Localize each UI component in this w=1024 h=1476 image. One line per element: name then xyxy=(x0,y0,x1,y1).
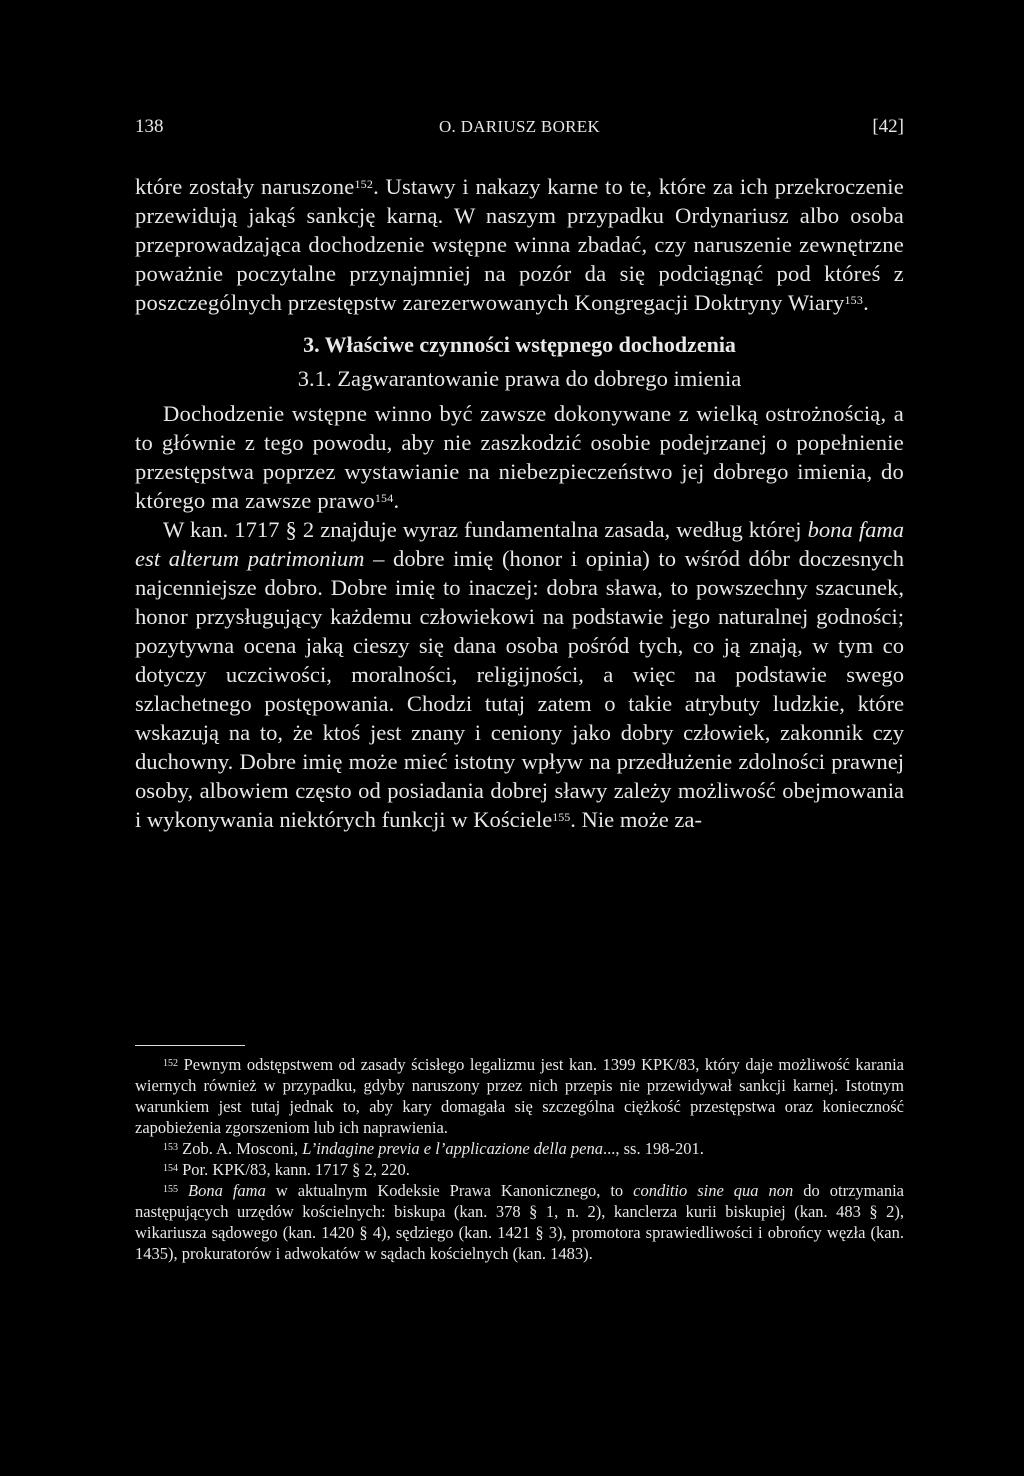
footnote: $^{155}$ Bona fama w aktualnym Kodeksie Prawa Kanonicznego, to conditio sine qua non do otrzymania następujących urzędów kościelnych: biskupa (kan. 378 § 1, n. 2), kanclerza kurii biskupiej (kan. 483 § 2), wikariusza sądowego (kan. 1420 § 4), sędziego (kan. 1421 § 3), promotora sprawiedliwości i obrońcy węzła (kan. 1435), prokuratorów i adwokatów w sądach kościelnych (kan. 1483). xyxy=(135,1181,905,1263)
footnote: $^{153}$ Zob. A. Mosconi, L’indagine previa e l’applicazione della pena..., ss. 198-201. xyxy=(163,1139,704,1158)
footnotes xyxy=(135,1054,904,1264)
main-text xyxy=(135,172,904,834)
footnote: $^{154}$ Por. KPK/83, kann. 1717 § 2, 220. xyxy=(163,1160,410,1179)
paragraph: które zostały naruszone$^{152}$. Ustawy i nakazy karne to te, które za ich przekroczenie przewidują jakąś sankcję karną. W naszym przypadku Ordynariusz albo osoba przeprowadzająca dochodzenie wstępne winna zbadać, czy naruszenie zewnętrzne poważnie poczytalne przynajmniej na pozór da się podciągnąć pod któreś z poszczególnych przestępstw zarezerwowanych Kongregacji Doktryny Wiary$^{153}$. xyxy=(135,174,905,315)
paragraph: W kan. 1717 § 2 znajduje wyraz fundamentalna zasada, według której bona fama est alterum patrimonium – dobre imię (honor i opinia) to wśród dóbr doczesnych najcenniejsze dobro. Dobre imię to inaczej: dobra sława, to powszechny szacunek, honor przysługujący każdemu człowiekowi na podstawie jego naturalnej godności; pozytywna ocena jaką cieszy się dana osoba pośród tych, co ją znają, w tym co dotyczy uczciwości, moralności, religijności, a więc na podstawie swego szlachetnego postępowania. Chodzi tutaj zatem o takie atrybuty ludzkie, które wskazują na to, że ktoś jest znany i ceniony jako dobry człowiek, zakonnik czy duchowny. Dobre imię może mieć istotny wpływ na przedłużenie zdolności prawnej osoby, albowiem często od posiadania dobrej sławy zależy możliwość obejmowania i wykonywania niektórych funkcji w Kościele$^{155}$. Nie może za- xyxy=(135,517,905,832)
subsection-heading: 3.1. Zagwarantowanie prawa do dobrego imienia xyxy=(297,366,742,391)
running-header-author: O. DARIUSZ BOREK xyxy=(438,117,601,136)
section-heading: 3. Właściwe czynności wstępnego dochodzenia xyxy=(303,332,736,357)
latin-maxim: bona fama est alterum patrimonium xyxy=(135,517,905,571)
paragraph: Dochodzenie wstępne winno być zawsze dokonywane z wielką ostrożnością, a to głównie z tego powodu, aby nie zaszkodzić osobie podejrzanej o popełnienie przestępstwa poprzez wystawianie na niebezpieczeństwo jej dobrego imienia, do którego ma zawsze prawo$^{154}$. xyxy=(135,401,904,513)
footnote-separator xyxy=(135,1045,245,1046)
footnote-ref: 152 xyxy=(354,177,374,191)
page-number: 138 xyxy=(135,116,164,137)
footnote-ref: 153 xyxy=(844,293,864,307)
running-header xyxy=(135,116,904,146)
footnote: $^{152}$ Pewnym odstępstwem od zasady ścisłego legalizmu jest kan. 1399 KPK/83, który daje możliwość karania wiernych również w przypadku, gdyby naruszony przez nich przepis nie przewidywał sankcji karnej. Istotnym warunkiem jest tutaj jednak to, aby kary domagała się szczególna ciężkość przestępstwa oraz konieczność zapobieżenia zgorszeniom lub ich naprawienia. xyxy=(135,1055,904,1137)
footnote-ref: 154 xyxy=(374,491,394,505)
section-marker: [42] xyxy=(872,116,904,137)
footnote-ref: 155 xyxy=(552,810,571,824)
